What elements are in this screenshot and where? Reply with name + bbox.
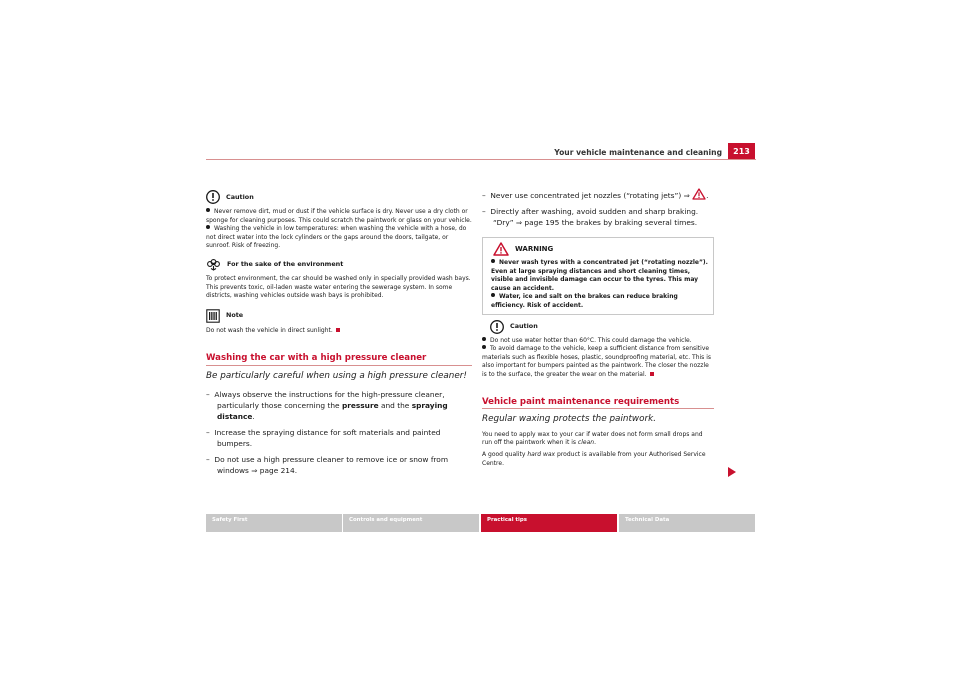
body-paragraph: A good quality hard wax product is available from your Authorised Service Centre. <box>482 450 706 467</box>
note-text: Do not wash the vehicle in direct sunlight. <box>206 327 472 336</box>
warning-box <box>482 237 714 315</box>
bullet-dot <box>491 259 495 263</box>
tab-practical-tips[interactable]: Practical tips <box>481 514 617 532</box>
running-header-title: Your vehicle maintenance and cleaning <box>554 148 722 157</box>
bullet-dot <box>206 208 210 212</box>
caution-title: Caution <box>510 322 538 331</box>
environment-text: To protect environment, the car should be washed only in specially provided wash bays. This prevents toxic, oil-laden waste water entering the sewerage system. In some districts, washing vehicles outside wash bays is prohibited. <box>206 274 471 300</box>
list-item: – Never use concentrated jet nozzles (“rotating jets”) ⇒ . <box>482 188 714 201</box>
next-page-arrow-icon <box>727 467 737 477</box>
section-rule <box>206 365 472 366</box>
list-item: – Do not use a high pressure cleaner to remove ice or snow from windows ⇒ page 214. <box>206 454 449 475</box>
caution-bullet: Do not use water hotter than 60°C. This could damage the vehicle. <box>482 337 714 346</box>
body-paragraph: You need to apply wax to your car if water does not form small drops and run off the paintwork when it is clean. <box>482 430 703 447</box>
warning-title: WARNING <box>515 244 554 253</box>
right-column <box>482 188 714 468</box>
end-marker <box>336 328 340 332</box>
bullet-dot <box>491 293 495 297</box>
tab-controls-and-equipment[interactable]: Controls and equipment <box>343 514 479 532</box>
caution-bullet: To avoid damage to the vehicle, keep a sufficient distance from sensitive materials such as flexible hoses, plastic, soundproofing material, etc. This is also important for bumpers painted as the paintwork. The closer the nozzle is to the surface, the greater the wear on the material. <box>482 345 711 378</box>
list-item: – Increase the spraying distance for soft materials and painted bumpers. <box>206 427 441 448</box>
header-rule <box>206 159 756 160</box>
note-icon <box>206 309 220 323</box>
list-item: – Always observe the instructions for the high-pressure cleaner, particularly those concerning the pressure and the spraying distance. <box>206 389 448 421</box>
caution-icon <box>490 320 504 334</box>
bullet-dot <box>482 337 486 341</box>
warning-triangle-icon <box>692 188 706 200</box>
flower-icon <box>206 258 221 271</box>
warning-triangle-icon <box>493 242 509 256</box>
section-heading: Vehicle paint maintenance requirements <box>482 396 680 407</box>
list-item: – Directly after washing, avoid sudden and sharp braking. “Dry” ⇒ page 195 the brakes by braking several times. <box>482 207 699 227</box>
end-marker <box>650 372 654 376</box>
note-heading <box>206 309 472 323</box>
caution-heading <box>482 320 714 334</box>
environment-title: For the sake of the environment <box>227 260 344 269</box>
caution-title: Caution <box>226 192 254 201</box>
section-rule <box>482 408 714 409</box>
tab-technical-data[interactable]: Technical Data <box>619 514 755 532</box>
bullet-dot <box>482 345 486 349</box>
section-subheading: Be particularly careful when using a high pressure cleaner! <box>206 370 467 381</box>
section-heading: Washing the car with a high pressure cleaner <box>206 353 427 364</box>
warning-heading <box>483 242 713 256</box>
warning-bullet: Water, ice and salt on the brakes can reduce braking efficiency. Risk of accident. <box>491 293 678 309</box>
left-column <box>206 190 472 476</box>
caution-heading <box>206 190 472 204</box>
caution-bullet: Washing the vehicle in low temperatures: when washing the vehicle with a hose, do not direct water into the lock cylinders or the gaps around the doors, tailgate, or sunroof. Risk of freezing. <box>206 225 467 250</box>
warning-bullet: Never wash tyres with a concentrated jet (“rotating nozzle”). Even at large spraying distances and short cleaning times, visible and invisible damage can occur to the tyres. This may cause an accident. <box>491 259 708 292</box>
caution-icon <box>206 190 220 204</box>
environment-heading <box>206 258 472 271</box>
page-number: 213 <box>728 143 755 160</box>
section-subheading: Regular waxing protects the paintwork. <box>482 414 656 425</box>
bullet-dot <box>206 225 210 229</box>
note-title: Note <box>226 311 244 320</box>
tab-safety-first[interactable]: Safety First <box>206 514 342 532</box>
caution-bullet: Never remove dirt, mud or dust if the vehicle surface is dry. Never use a dry cloth or sponge for cleaning purposes. This could scratch the paintwork or glass on your vehicle. <box>206 208 472 224</box>
